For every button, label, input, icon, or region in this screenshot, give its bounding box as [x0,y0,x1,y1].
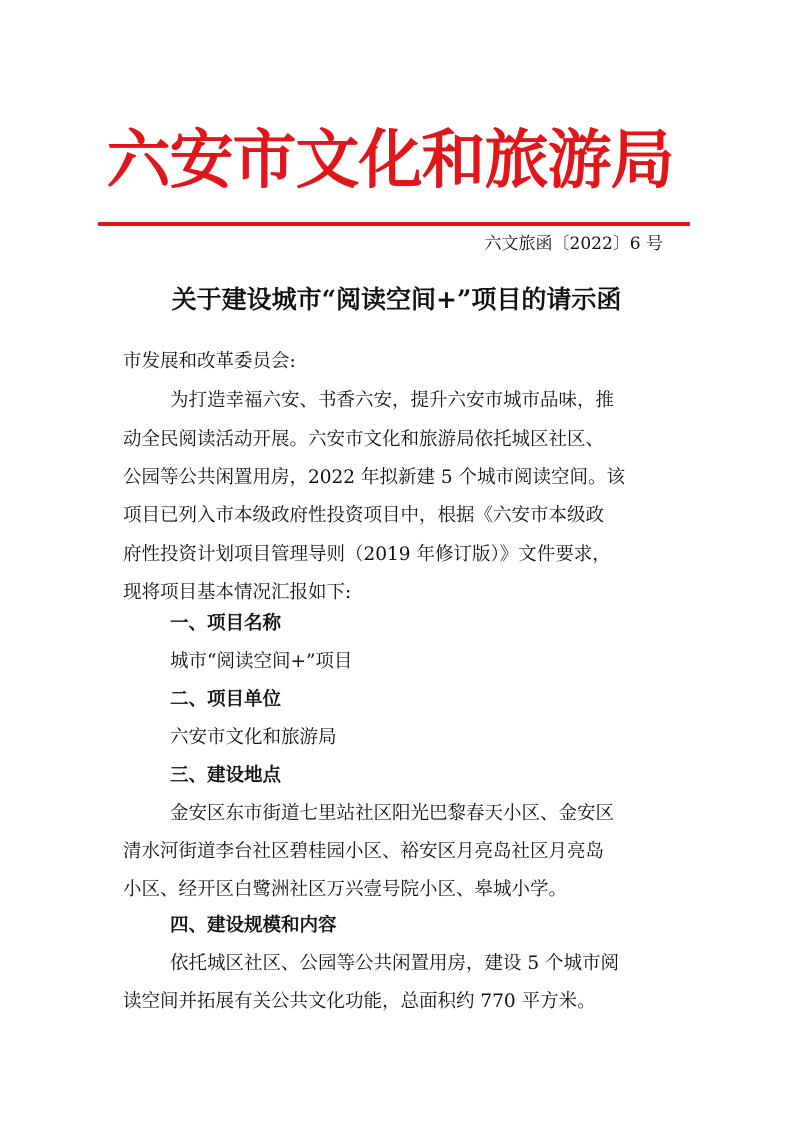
section-line: 小区、经开区白鹭洲社区万兴壹号院小区、皋城小学。 [123,879,568,900]
addressee: 市发展和改革委员会: [123,351,296,372]
section-heading: 一、项目名称 [170,613,282,634]
intro-line: 动全民阅读活动开展。六安市文化和旅游局依托城区社区、 [123,429,605,450]
intro-line: 公园等公共闲置用房，2022 年拟新建 5 个城市阅读空间。该 [123,467,625,488]
red-divider-line [98,222,690,226]
document-title: 关于建设城市“阅读空间+”项目的请示函 [171,285,622,314]
agency-masthead: 六安市文化和旅游局 [106,124,674,198]
section-heading: 三、建设地点 [170,765,282,786]
section-heading: 四、建设规模和内容 [170,915,337,936]
section-line: 六安市文化和旅游局 [170,727,337,748]
section-line: 金安区东市街道七里站社区阳光巴黎春天小区、金安区 [170,803,615,824]
section-heading: 二、项目单位 [170,689,282,710]
intro-line: 为打造幸福六安、书香六安，提升六安市城市品味，推 [170,390,615,411]
section-line: 清水河街道李台社区碧桂园小区、裕安区月亮岛社区月亮岛 [123,841,605,862]
intro-line: 府性投资计划项目管理导则（2019 年修订版）》文件要求， [123,544,611,565]
section-line: 读空间并拓展有关公共文化功能，总面积约 770 平方米。 [123,991,596,1012]
intro-line: 项目已列入市本级政府性投资项目中，根据《六安市本级政 [123,505,605,526]
section-line: 依托城区社区、公园等公共闲置用房，建设 5 个城市阅 [170,953,620,974]
document-number: 六文旅函〔2022〕6 号 [484,234,663,254]
section-line: 城市“阅读空间+”项目 [170,651,353,672]
intro-line: 现将项目基本情况汇报如下: [123,582,352,603]
